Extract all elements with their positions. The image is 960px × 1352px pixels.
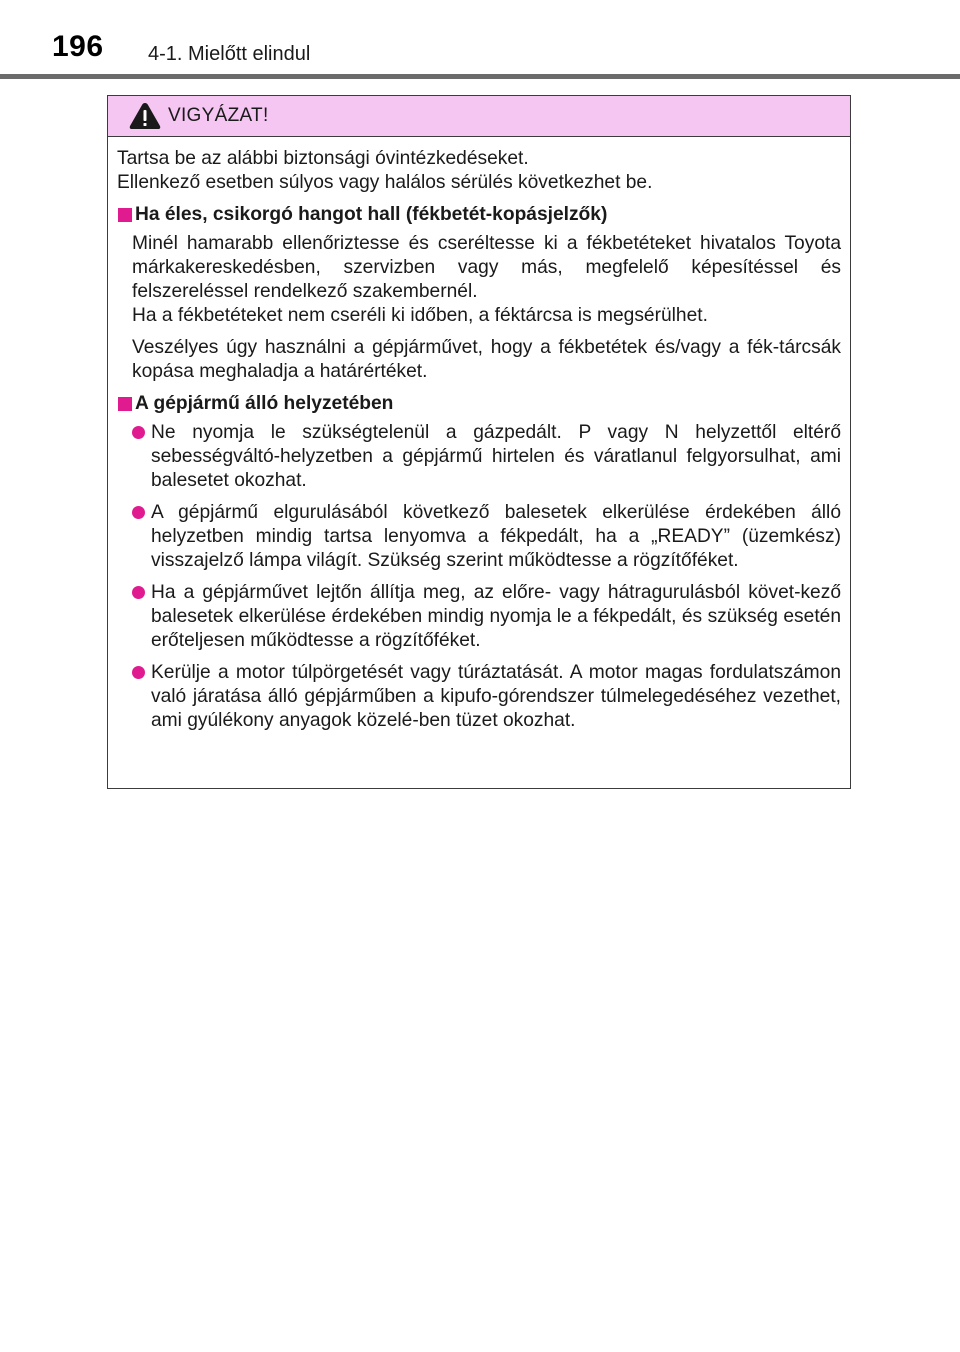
heading-text: A gépjármű álló helyzetében (135, 393, 394, 414)
paragraph: Veszélyes úgy használni a gépjárművet, hogy a fékbetétek és/vagy a fék-tárcsák kopása meghaladja a határértéket. (132, 337, 841, 382)
round-bullet-icon (132, 666, 145, 679)
section-title: 4-1. Mielőtt elindul (148, 43, 311, 65)
round-bullet-icon (132, 426, 145, 439)
square-bullet-icon (118, 208, 132, 222)
list-item-text: Ha a gépjárművet lejtőn állítja meg, az előre- vagy hátragurulásból követ-kező balesetek elkerülése érdekében mindig nyomja le a fékpedált, és szükség esetén erőteljesen működtesse a rögzítőféket. (151, 582, 841, 651)
page-number: 196 (52, 30, 104, 63)
list-item (117, 661, 841, 733)
intro-line: Ellenkező esetben súlyos vagy halálos sérülés következhet be. (117, 172, 653, 193)
square-bullet-icon (118, 397, 132, 411)
warning-title: VIGYÁZAT! (168, 105, 269, 126)
section-heading-brake-pads (117, 203, 841, 227)
brake-pad-paragraphs (117, 232, 841, 384)
section-heading-stationary (117, 392, 841, 416)
round-bullet-icon (132, 506, 145, 519)
page-header (0, 0, 960, 80)
paragraph: Ha a fékbetéteket nem cseréli ki időben, a féktárcsa is megsérülhet. (132, 305, 708, 326)
list-item-text: A gépjármű elgurulásából következő balesetek elkerülése érdekében álló helyzetben mindig tartsa lenyomva a fékpedált, ha a „READY” (üzemkész) visszajelző lámpa világít. Szükség szerint működtesse a rögzítőféket. (151, 502, 841, 571)
list-item (117, 501, 841, 573)
list-item-text: Kerülje a motor túlpörgetését vagy túráztatását. A motor magas fordulatszámon való járatása álló gépjárműben a kipufo-górendszer túlmelegedéséhez vezethet, ami gyúlékony anyagok közelé-ben tüzet okozhat. (151, 662, 841, 731)
warning-intro (117, 147, 841, 195)
warning-content (108, 137, 850, 733)
round-bullet-icon (132, 586, 145, 599)
list-item-text: Ne nyomja le szükségtelenül a gázpedált. P vagy N helyzettől eltérő sebességváltó-helyzetben a gépjármű hirtelen és váratlanul felgyorsulhat, ami balesetet okozhat. (151, 422, 841, 491)
warning-header (108, 96, 850, 137)
warning-triangle-icon (128, 101, 162, 131)
list-item (117, 581, 841, 653)
warning-box (107, 95, 851, 789)
paragraph: Minél hamarabb ellenőriztesse és cseréltesse ki a fékbetéteket hivatalos Toyota márkakereskedésben, szervizben vagy más, megfelelő képesítéssel és felszereléssel rendelkező szakembernél. (132, 233, 841, 302)
list-item (117, 421, 841, 493)
intro-line: Tartsa be az alábbi biztonsági óvintézkedéseket. (117, 148, 529, 169)
heading-text: Ha éles, csikorgó hangot hall (fékbetét-kopásjelzők) (135, 204, 608, 225)
header-rule (0, 74, 960, 79)
